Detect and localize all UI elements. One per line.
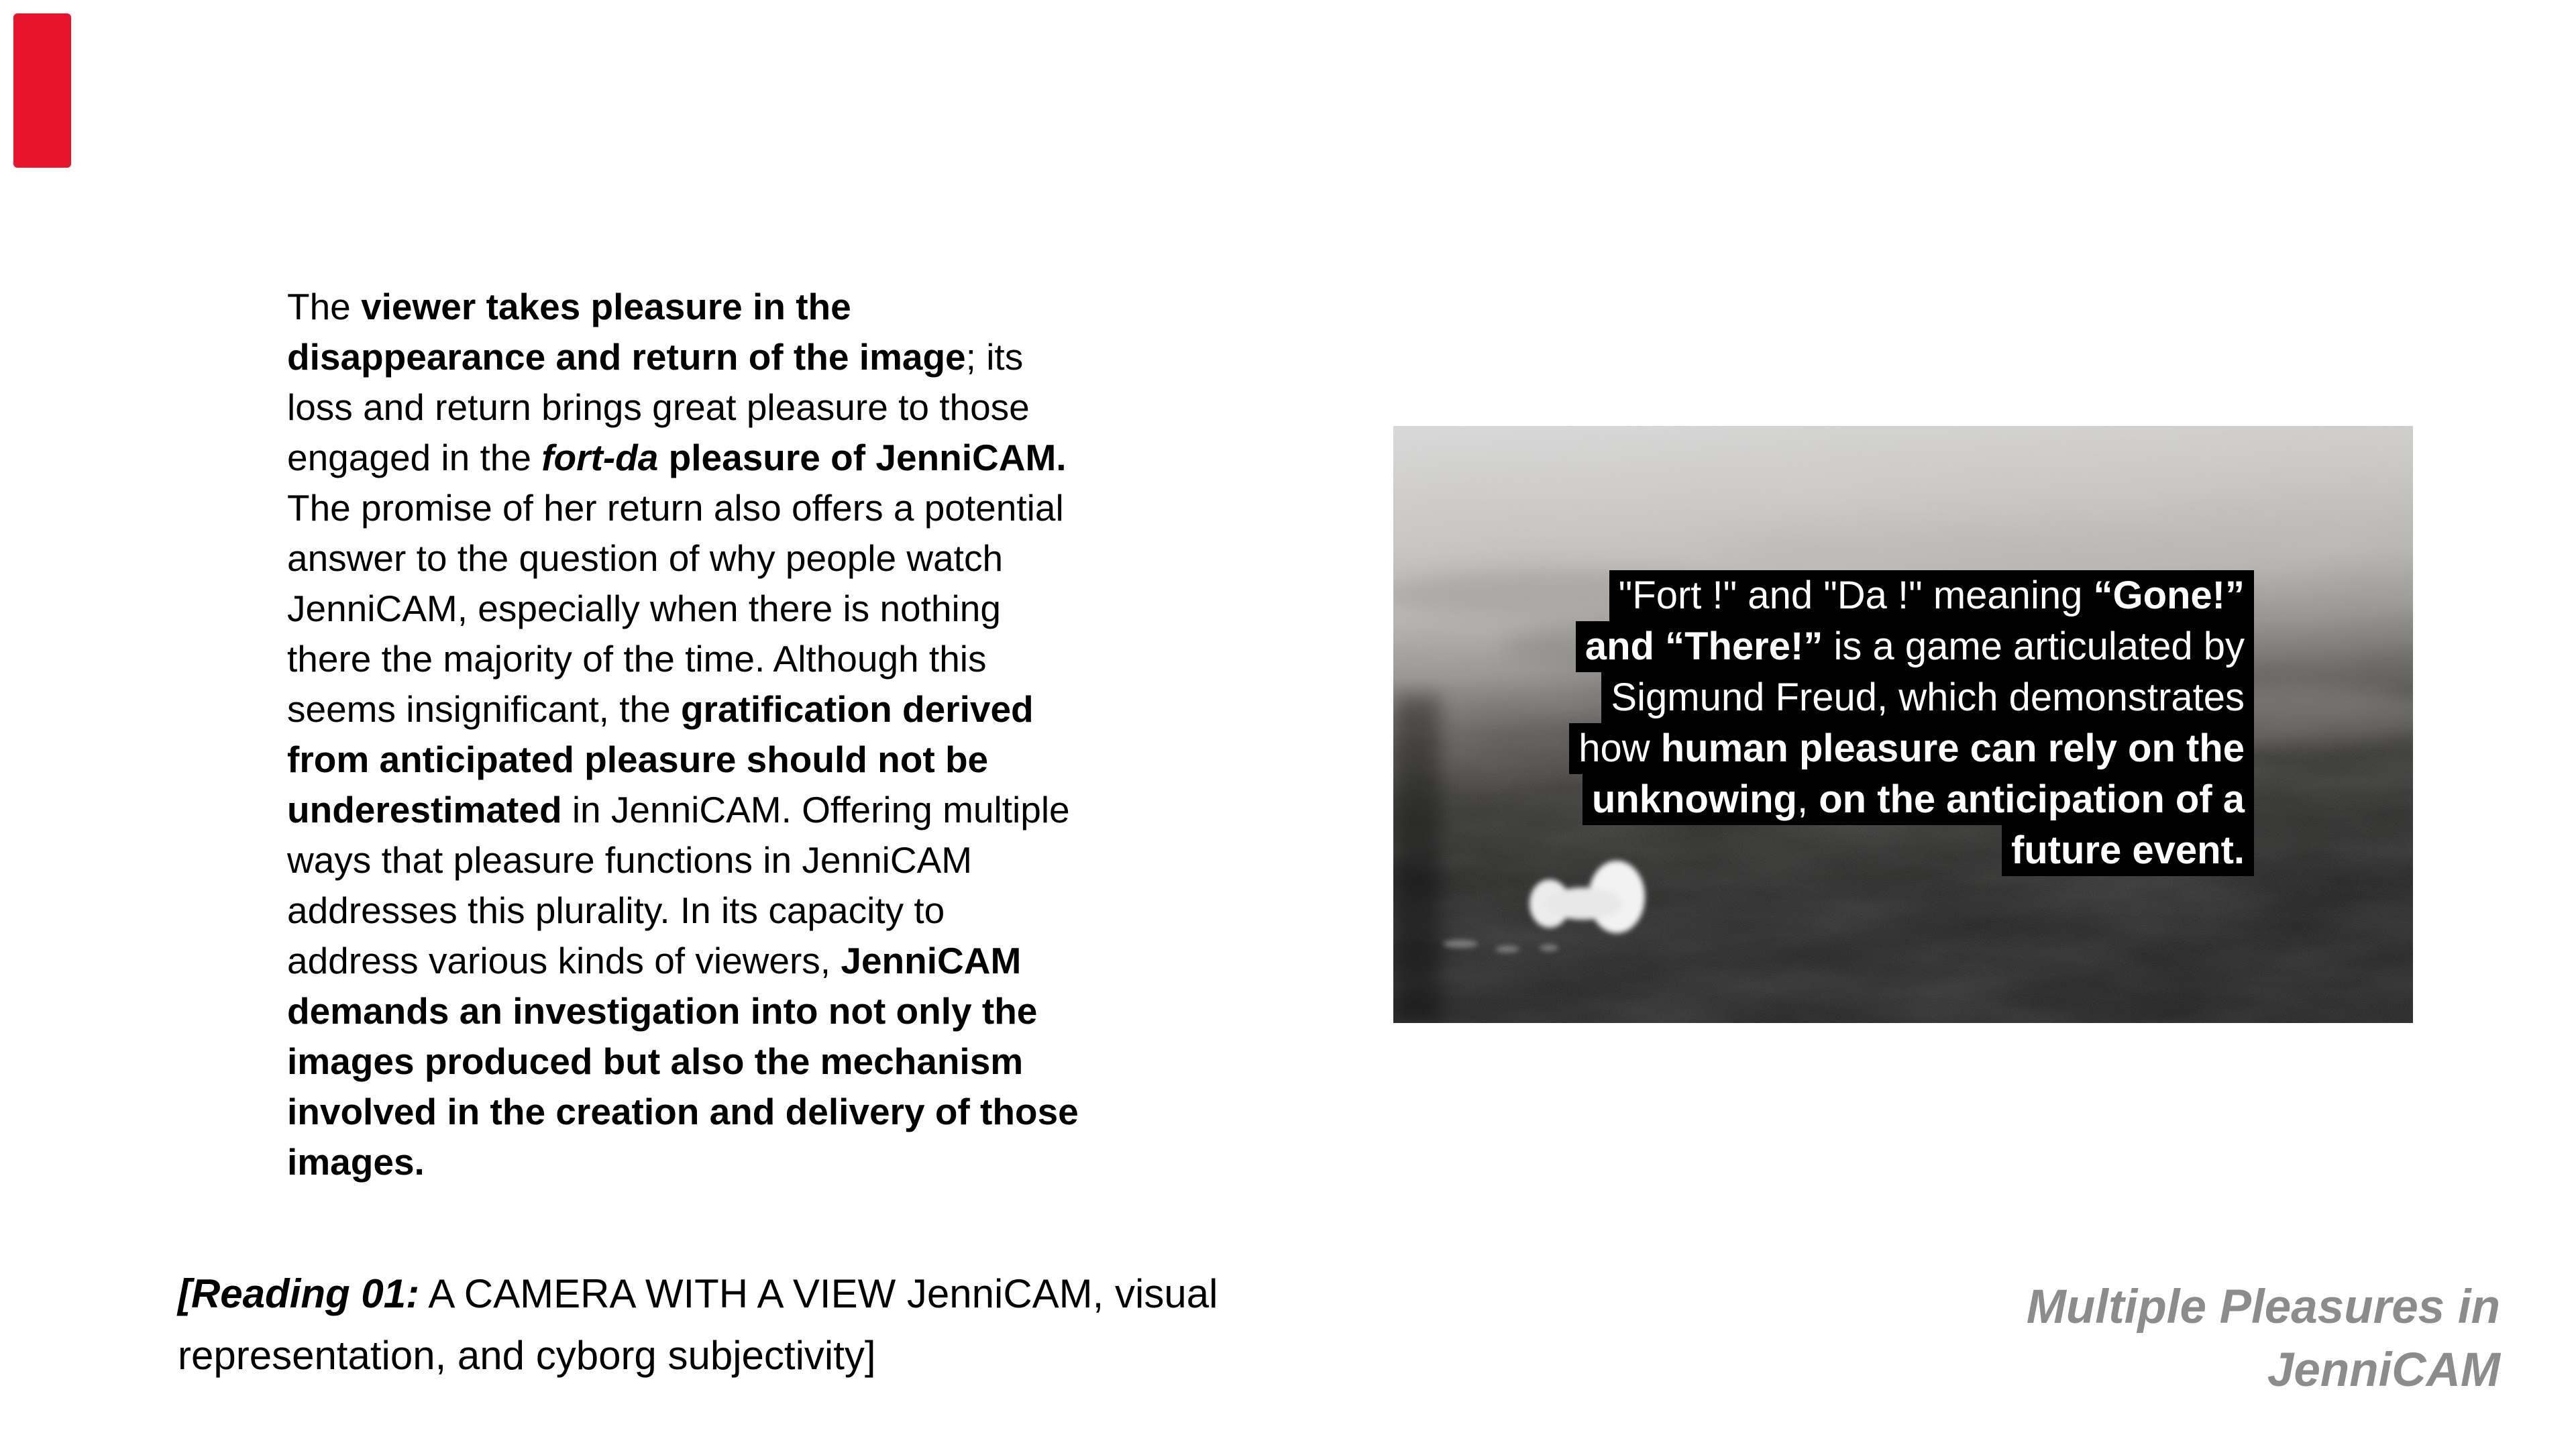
text-segment: underestimated (287, 789, 562, 830)
text-line (178, 1263, 1218, 1325)
text-line (287, 332, 1079, 382)
text-segment: address various kinds of viewers, (287, 940, 841, 981)
text-segment: human pleasure can rely on the (1660, 727, 2245, 770)
text-line (2002, 825, 2254, 876)
text-segment: pleasure of JenniCAM. (658, 437, 1067, 478)
text-line (287, 584, 1079, 634)
text-line (287, 1087, 1079, 1137)
text-line (1609, 570, 2254, 621)
photo-quote-overlay (1569, 570, 2254, 876)
text-line (1601, 672, 2254, 723)
text-line (1576, 621, 2254, 672)
body-paragraph (287, 282, 1079, 1187)
text-line (287, 433, 1079, 483)
webcam-photo (1393, 426, 2413, 1023)
text-segment: how (1578, 727, 1661, 770)
text-segment: and “There!” (1585, 625, 1823, 668)
text-segment: representation, and cyborg subjectivity] (178, 1333, 876, 1378)
text-segment: images. (287, 1141, 425, 1183)
text-segment: unknowing (1591, 777, 1797, 821)
red-accent-bar (13, 13, 71, 168)
text-line (287, 634, 1079, 684)
text-line (287, 1137, 1079, 1187)
text-line (287, 382, 1079, 433)
text-line (287, 1036, 1079, 1087)
text-segment: “Gone!” (2093, 574, 2245, 617)
text-segment: JenniCAM, especially when there is nothing (287, 588, 1001, 629)
text-line (287, 835, 1079, 885)
text-segment: is a game articulated by (1823, 625, 2245, 668)
text-line (287, 483, 1079, 533)
slide-title (2027, 1276, 2500, 1402)
text-segment: fort-da (541, 437, 659, 478)
text-segment: seems insignificant, the (287, 688, 681, 730)
text-segment: gratification derived (680, 688, 1034, 730)
text-segment: [Reading 01: (178, 1271, 420, 1316)
text-segment: addresses this plurality. In its capacity to (287, 890, 945, 931)
text-line (287, 735, 1079, 785)
text-segment: ; its (965, 336, 1024, 378)
text-line (287, 936, 1079, 986)
text-segment: The (287, 286, 362, 327)
text-segment: future event. (2010, 828, 2245, 872)
slide-title-line-1: Multiple Pleasures in (2026, 1281, 2500, 1334)
text-segment: in JenniCAM. Offering multiple (561, 789, 1070, 830)
text-line (287, 533, 1079, 584)
text-line (287, 684, 1079, 735)
text-segment: JenniCAM (841, 940, 1022, 981)
text-line (287, 986, 1079, 1036)
text-segment: images produced but also the mechanism (287, 1040, 1024, 1082)
slide-title-line-2: JenniCAM (2267, 1344, 2500, 1397)
text-segment: answer to the question of why people watch (287, 537, 1004, 579)
text-segment: engaged in the (287, 437, 542, 478)
text-segment: demands an investigation into not only the (287, 990, 1038, 1032)
text-segment: "Fort !" and "Da !" meaning (1618, 574, 2094, 617)
text-segment: Sigmund Freud, which demonstrates (1611, 676, 2245, 719)
text-segment: A CAMERA WITH A VIEW JenniCAM, visual (419, 1271, 1218, 1316)
text-line (287, 785, 1079, 835)
text-segment: , (1796, 777, 1819, 821)
text-segment: viewer takes pleasure in the (361, 286, 851, 327)
text-segment: The promise of her return also offers a potential (287, 487, 1064, 529)
text-segment: on the anticipation of a (1819, 777, 2245, 821)
text-line (1582, 774, 2254, 825)
text-segment: involved in the creation and delivery of those (287, 1091, 1079, 1132)
text-segment: from anticipated pleasure should not be (287, 739, 989, 780)
text-line (178, 1325, 1218, 1387)
text-segment: there the majority of the time. Although this (287, 638, 987, 680)
text-segment: ways that pleasure functions in JenniCAM (287, 839, 973, 881)
text-line (287, 885, 1079, 936)
text-line (287, 282, 1079, 332)
text-segment: loss and return brings great pleasure to those (287, 386, 1030, 428)
text-line (1569, 723, 2254, 774)
reading-caption (178, 1263, 1218, 1387)
text-segment: disappearance and return of the image (287, 336, 966, 378)
